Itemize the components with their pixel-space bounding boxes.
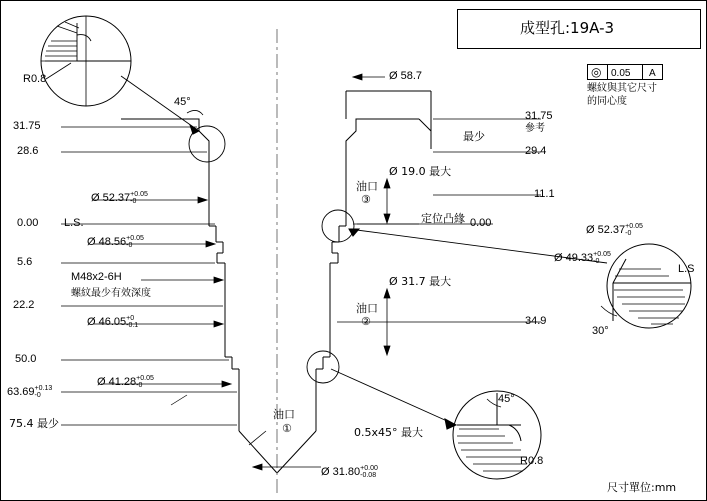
note-r08-topleft: R0.8	[23, 73, 47, 85]
dim-left-0.00: 0.00	[17, 217, 39, 229]
gdt-note-line2: 的同心度	[587, 96, 627, 107]
dim-dia-46.05	[87, 315, 138, 329]
note-45deg-bottomright: 45°	[498, 393, 515, 405]
dim-dia-52.37-left-text: Ø 52.37	[91, 191, 131, 204]
dim-left-63.69	[7, 385, 52, 399]
dim-dia-48.56-tol: +0.05 -0	[126, 235, 144, 249]
dim-right-11.1: 11.1	[534, 188, 555, 200]
note-port2-label: 油口	[356, 302, 378, 315]
gdt-divider-2	[642, 64, 643, 80]
dim-dia-52.37-right	[586, 223, 643, 237]
note-r08-bottomright: R0.8	[520, 455, 544, 467]
dim-dia-31.80	[321, 465, 378, 479]
dim-left-50.0: 50.0	[15, 353, 37, 365]
note-port1-label: 油口	[273, 408, 295, 421]
dim-left-31.75: 31.75	[13, 120, 41, 132]
dim-dia-52.37-right-text: Ø 52.37	[586, 223, 626, 236]
dim-left-5.6: 5.6	[17, 256, 33, 268]
note-ls-right: L.S	[678, 263, 695, 275]
dim-right-29.4: 29.4	[525, 145, 547, 157]
dim-right-34.9: 34.9	[525, 315, 547, 327]
gdt-datum: A	[649, 68, 656, 79]
dim-dia-49.33-text: Ø 49.33	[554, 251, 594, 264]
gdt-note-line1: 螺紋與其它尺寸	[587, 83, 657, 94]
note-30deg-right: 30°	[592, 325, 609, 337]
note-thread-depth: 螺紋最少有效深度	[71, 288, 151, 299]
gdt-tolerance: 0.05	[611, 68, 631, 79]
dim-left-22.2: 22.2	[13, 299, 35, 311]
dim-right-reference: 參考	[525, 123, 545, 134]
title-text: 成型孔:19A-3	[520, 19, 615, 37]
dim-dia-48.56-text: Ø 48.56	[87, 235, 127, 248]
note-chamfer-max: 0.5x45° 最大	[354, 426, 423, 439]
dim-dia-41.28	[97, 375, 154, 389]
dim-dia-48.56	[87, 235, 144, 249]
dim-left-63.69-value: 63.69	[7, 385, 35, 398]
dim-right-31.75: 31.75	[525, 110, 553, 122]
dim-left-28.6: 28.6	[17, 145, 39, 157]
gdt-symbol: ◎	[591, 65, 602, 79]
dim-right-0.00: 0.00	[470, 217, 492, 229]
dim-dia-46.05-tol: +0 -0.1	[126, 315, 139, 329]
note-locating-flange: 定位凸緣	[421, 212, 465, 225]
dim-dia-49.33-tol: +0.05 -0	[593, 251, 611, 265]
dim-left-ls-label: L.S.	[64, 217, 84, 229]
dim-left-63.69-tol: +0.13 -0	[34, 385, 53, 399]
gdt-divider-1	[607, 64, 608, 80]
dim-dia-41.28-text: Ø 41.28	[97, 375, 137, 388]
dim-dia-31.80-tol: +0.00 -0.08	[360, 465, 378, 479]
note-port1-number: ①	[282, 422, 292, 435]
dim-dia-49.33	[554, 251, 611, 265]
dim-dia-41.28-tol: +0.05 -0	[136, 375, 154, 389]
dim-dia-52.37-left	[91, 191, 148, 205]
dim-dia-31.80-text: Ø 31.80	[321, 465, 361, 478]
note-45deg-top: 45°	[174, 96, 191, 108]
note-thread-spec: M48x2-6H	[71, 271, 122, 283]
note-port3-label: 油口	[356, 180, 378, 193]
note-port3-number: ③	[361, 193, 371, 206]
dim-dia-52.37-right-tol: +0.05 -0	[625, 223, 643, 237]
dim-dia-58.7: Ø 58.7	[389, 70, 423, 82]
units-note: 尺寸單位:mm	[607, 481, 677, 494]
dim-dia-46.05-text: Ø 46.05	[87, 315, 127, 328]
dim-left-75.4: 75.4 最少	[9, 417, 59, 430]
note-port2-number: ②	[361, 315, 371, 328]
dim-dia-52.37-left-tol: +0.05 -0	[130, 191, 148, 205]
dim-dia-19.0-max: Ø 19.0 最大	[389, 165, 452, 178]
dim-dia-31.7-max: Ø 31.7 最大	[389, 275, 452, 288]
note-minimum-top: 最少	[463, 130, 485, 143]
